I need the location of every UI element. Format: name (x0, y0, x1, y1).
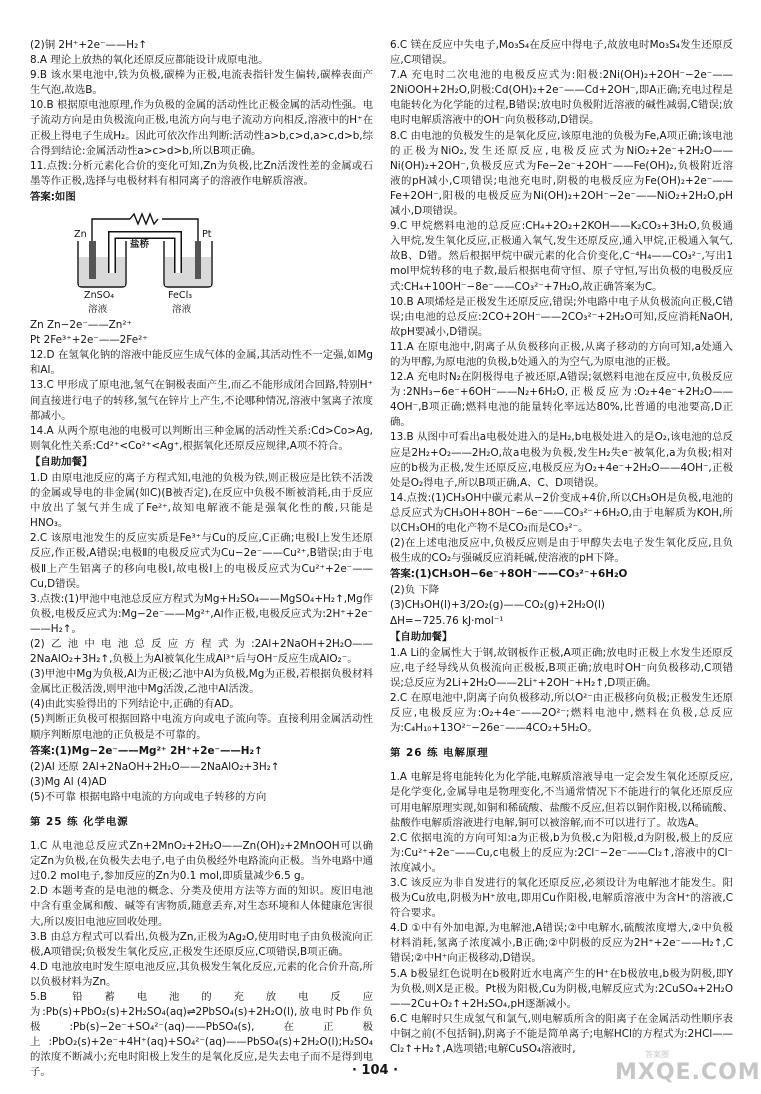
right-column (390, 38, 733, 1058)
text-line: (2)在上述电池反应中,负极反应则是由于甲醇失去电子发生氧化反应,且负极生成的CO₂与强碱反应消耗碱,使溶液的pH下降。 (390, 537, 733, 565)
text-line: 1.C 从电池总反应式Zn+2MnO₂+2H₂O——Zn(OH)₂+2MnOOH可以确定Zn为负极,在负极失去电子,电子由负极经外电路流向正极。当外电路中通过0.2 mol电子,参加反应的Zn为0.1 mol,即质量减少6.5 g。 (30, 840, 373, 883)
left-caption: 溶液 (88, 304, 108, 316)
text-line: (5)判断正负极可根据回路中电流方向或电子流向等。直接利用金属活动性顺序判断原电池的正负极是不可靠的。 (30, 713, 373, 741)
text-line: 12.D 在氢氧化钠的溶液中能反应生成气体的金属,其活动性不一定强,如Mg和Al。 (30, 349, 373, 377)
text-line: 2.C 在原电池中,阴离子向负极移动,所以O²⁻由正极移向负极;正极发生还原反应,电极反应为:O₂+4e⁻——2O²⁻;燃料电池中,燃料在负极,总反应为:C₄H₁₀+13O²⁻−26e⁻——4CO₂+5H₂O。 (390, 692, 733, 735)
text-line: (5)不可靠 根据电路中电流的方向或电子转移的方向 (30, 790, 267, 803)
text-line: Zn Zn−2e⁻——Zn²⁺ (30, 319, 133, 332)
text-line: 3.C 该反应为非自发进行的氧化还原反应,必须设计为电解池才能发生。阳极为Cu放电,阴极为H⁺放电,即用Cu作阳极,电解质溶液中为含H⁺的溶液,C符合要求。 (390, 876, 733, 920)
text-line: 1.D 由原电池反应的离子方程式知,电池的负极为铁,则正极应是比铁不活泼的金属或导电的非金属(如C)(B被否定),在反应中负极不断被消耗,由于反应中放出了氢气并生成了Fe²⁺,故知电解液不能是强氧化性的酸,只能是HNO₃。 (30, 471, 373, 530)
right-electrode-label: Pt (202, 229, 212, 241)
text-line: 6.C 电解时只生成氢气和氯气,则电解质所含的阳离子在金属活动性顺序表中铜之前(不包括铜),阴离子不能是简单离子;电解HCl的方程式为:2HCl——Cl₂↑+H₂↑,A选项错;电解CuSO₄溶液时, (390, 1012, 733, 1055)
text-line: 13.B 从图中可看出a电极处进入的是H₂,b电极处进入的是O₂,该电池的总反应是2H₂+O₂——2H₂O,故a电极为负极,发生H₂失e⁻被氧化,a为负极;相对应的b极为正极,发生还原反应,电极反应为O₂+4e⁻+2H₂O——4OH⁻,正极处是O₂得电子,所以B项正确,A、C、D项错误。 (390, 431, 733, 489)
text-line: 11.点拨:分析元素化合价的变化可知,Zn为负极,比Zn活泼性差的金属或石墨等作正极,选择与电极材料有相同离子的溶液作电解质溶液。 (30, 159, 373, 187)
resistor-icon (130, 214, 158, 224)
text-line: 答案:如图 (30, 190, 76, 203)
right-solution-label: FeCl₃ (168, 290, 193, 302)
text-line: (3)Mg Al (4)AD (30, 775, 107, 788)
text-line: 10.B A项烯烃是正极发生还原反应,错误;外电路中电子从负极流向正极,C错误;由电池的总反应:2CO+2OH⁻——2CO₃²⁻+2H₂O可知,反应消耗NaOH,故pH要减小,D错误。 (390, 295, 733, 338)
right-lines-a (390, 38, 733, 736)
text-line: (2)负 下降 (390, 584, 440, 597)
left-electrolyte (79, 257, 125, 286)
text-line: 14.A 从两个原电池的电极可以判断出三种金属的活动性关系:Cd>Co>Ag,则氧化性关系:Cd²⁺<Co²⁺<Ag⁺,根据氧化还原反应规律,A项不符合。 (30, 424, 373, 452)
text-line: 13.C 甲形成了原电池,氢气在铜极表面产生,而乙不能形成闭合回路,特别H⁺间直接进行电子的转移,氢气在锌片上产生,不论哪种情况,溶液中氢离子浓度都减小。 (30, 379, 373, 422)
section-title-25: 第 25 练 化学电源 (30, 816, 129, 829)
text-line: (2)Al 还原 2Al+2NaOH+2H₂O——2NaAlO₂+3H₂↑ (30, 760, 280, 773)
text-line: 8.C 由电池的负极发生的是氧化反应,该原电池的负极为Fe,A项正确;该电池的正极为NiO₂,发生还原反应,电极反应式为NiO₂+2e⁻+2H₂O——Ni(OH)₂+2OH⁻,负极反应式为Fe−2e⁻+2OH⁻——Fe(OH)₂,负极附近溶液的pH减小,C项错误;电池充电时,阴极的电极反应为Fe(OH)₂+2e⁻——Fe+2OH⁻,阳极的电极反应为Ni(OH)₂+2OH⁻−2e⁻——NiO₂+2H₂O,pH减小,D项错误。 (390, 129, 733, 218)
text-line: 答案:(1)Mg−2e⁻——Mg²⁺ 2H⁺+2e⁻——H₂↑ (30, 744, 263, 757)
watermark-site-text: 答案圈 (645, 1050, 669, 1059)
left-solution-label: ZnSO₄ (84, 290, 115, 302)
pt-electrode (195, 241, 201, 279)
text-line: 答案:(1)CH₃OH−6e⁻+8OH⁻——CO₃²⁻+6H₂O (390, 568, 628, 581)
text-line: 7.A 充电时二次电池的电极反应式为:阳极:2Ni(OH)₂+2OH⁻−2e⁻——2NiOOH+2H₂O,阴极:Cd(OH)₂+2e⁻——Cd+2OH⁻,即A正确;充电过程是电能转化为化学能的过程,B错误;放电时负极附近溶液的碱性减弱,C错误;放电时电解质溶液中的OH⁻向负极移动,D错误。 (390, 69, 733, 127)
text-line: 2.D 本题考查的是电池的概念、分类及使用方法等方面的知识。废旧电池中含有重金属和酸、碱等有害物质,随意丢弃,对生态环境和人体健康危害很大,所以废旧电池应回收处理。 (30, 885, 373, 928)
text-line: (4)由此实验得出的下列结论中,正确的有AD。 (30, 698, 240, 711)
text-line: 5.A b极显红色说明在b极附近水电离产生的H⁺在b极放电,b极为阴极,即Y为负极,则X是正极。Pt极为阳极,Cu为阴极,电解反应式为:2CuSO₄+2H₂O——2Cu+O₂↑+2H₂SO₄,pH逐渐减小。 (390, 967, 733, 1010)
text-line: 12.A 充电时N₂在阴极得电子被还原,A错误;氨燃料电池在反应中,负极反应为:2NH₃−6e⁻+6OH⁻——N₂+6H₂O,正极反应为:O₂+4e⁻+2H₂O——4OH⁻,B项正确;燃料电池的能量转化率远达80%,比普通的电池要高,D正确。 (390, 371, 733, 429)
text-line: 【自助加餐】 (30, 455, 93, 468)
text-line: 4.D ①中有外加电源,为电解池,A错误;②中电解水,硫酸浓度增大,②中负极材料消耗,氢离子浓度减小,B正确;②中阴极的反应为2H⁺+2e⁻——H₂↑,C错误;②中H⁺向正极移动,D错误。 (390, 922, 733, 965)
right-lines-b (390, 770, 733, 1057)
text-line: (3)CH₃OH(l)+3/2O₂(g)——CO₂(g)+2H₂O(l) (390, 599, 605, 612)
text-line: (3)甲池中Mg为负极,Al为正极;乙池中Al为负极,Mg为正极,若根据负极材料金属比正极活泼,则甲池中Mg活泼,乙池中Al活泼。 (30, 668, 373, 696)
text-line: 2.C 该原电池发生的反应实质是Fe³⁺与Cu的反应,C正确;电极Ⅰ上发生还原反应,作正极,A错误;电极Ⅱ的电极反应式为Cu−2e⁻——Cu²⁺,B错误;由于电极Ⅱ上产生铝离子的移向电极Ⅰ,故电极Ⅰ上的电极反应式为Cu²⁺+2e⁻——Cu,D错误。 (30, 532, 373, 590)
left-lines-b (30, 318, 373, 805)
left-lines-c (30, 839, 373, 1081)
text-line: 10.B 根据原电池原理,作为负极的金属的活动性比正极金属的活动性强。电子流动方向是由负极流向正极,电流方向与电子流动方向相反,溶液中的H⁺在正极上得电子生成H₂。因此可依次作出判断:活动性a>b,c>d,a>c,d>b,综合得到结论:金属活动性a>c>d>b,所以B项正确。 (30, 99, 373, 157)
right-electrolyte (165, 257, 211, 286)
watermark-logo: MXQE.COM (615, 1060, 761, 1085)
text-line: 6.C 镁在反应中失电子,Mo₃S₄在反应中得电子,故放电时Mo₃S₄发生还原反应,C项错误。 (390, 39, 733, 67)
text-line: 4.D 电池放电时发生原电池反应,其负极发生氧化反应,元素的化合价升高,所以负极材料为Zn。 (30, 960, 373, 988)
right-caption: 溶液 (172, 304, 192, 316)
section-title-26: 第 26 练 电解原理 (390, 747, 489, 760)
page-number: · 104 · (351, 1063, 399, 1078)
diagram-caption-row (70, 304, 220, 316)
left-lines-a (30, 38, 373, 205)
text-line: 3.B 由总方程式可以看出,负极为Zn,正极为Ag₂O,使用时电子由负极流向正极,A项错误;负极发生氧化反应,正极发生还原反应,C项错误,B项正确。 (30, 930, 373, 958)
text-line: ΔH=−725.76 kJ·mol⁻¹ (390, 614, 504, 627)
text-line: 9.C 甲烷燃料电池的总反应:CH₄+2O₂+2KOH——K₂CO₃+3H₂O,负极通入甲烷,发生氧化反应,正极通入氧气,发生还原反应,通入甲烷,正极通入氧气,故B、D错。然后根据甲烷中碳元素的化合价变化,C⁻⁴H₄——CO₃²⁻,写出1 mol甲烷转移的电子数,最后根据电荷守恒、原子守恒,写出负极的电极反应式:CH₄+10OH⁻−8e⁻——CO₃²⁻+7H₂O,故正确答案为C。 (390, 220, 733, 293)
text-line: 1.A Li的金属性大于钢,故钢板作正极,A项正确;放电时正极上水发生还原反应,电子经导线从负极流向正极板,B项正确;放电时OH⁻向负极移动,C项错误;总反应为2Li+2H₂O——2Li⁺+2OH⁻+H₂↑,D项正确。 (390, 646, 733, 689)
text-line: 11.A 在原电池中,阴离子从负极移向正极,从离子移动的方向可知,a处通入的为甲醇,为原电池的负极,b处通入的为空气,为原电池的正极。 (390, 340, 733, 368)
text-line: 1.A 电解是将电能转化为化学能,电解质溶液导电一定会发生氧化还原反应,是化学变化,金属导电是物理变化,不当通常情况下不能进行的氧化还原反应可用电解原理实现,如铜和稀硫酸、盐酸不反应,但若以铜作阳极,以稀硫酸、盐酸作电解质溶液进行电解,铜可以被溶解,而不可以进行了。故选A。 (390, 771, 733, 829)
text-line: 5.B 铅蓄电池的充放电反应为:Pb(s)+PbO₂(s)+2H₂SO₄(aq)⇌2PbSO₄(s)+2H₂O(l),放电时Pb作负极:Pb(s)−2e⁻+SO₄²⁻(aq)——PbSO₄(s),在正极上:PbO₂(s)+2e⁻+4H⁺(aq)+SO₄²⁻(aq)——PbSO₄(s)+2H₂O(l);H₂SO₄的浓度不断减小;充电时阳极上发生的是氧化反应,是失去电子而不是得到电子。 (30, 990, 373, 1079)
text-line: 8.A 理论上放热的氧化还原反应都能设计成原电池。 (30, 54, 269, 67)
text-line: (2)铜 2H⁺+2e⁻——H₂↑ (30, 39, 147, 51)
zn-electrode (89, 241, 96, 279)
text-line: 14.点拨:(1)CH₃OH中碳元素从−2价变成+4价,所以CH₃OH是负极,电池的总反应式为CH₃OH+8OH⁻−6e⁻——CO₃²⁻+6H₂O,由于电解质为KOH,所以CH₃OH的电化产物不是CO₂而是CO₃²⁻。 (390, 491, 733, 534)
galvanic-cell-diagram (70, 211, 220, 306)
text-line: 9.B 该水果电池中,铁为负极,碳棒为正极,电流表指针发生偏转,碳棒表面产生气泡,故选B。 (30, 69, 373, 97)
salt-bridge-label: 盐桥 (130, 239, 150, 251)
left-electrode-label: Zn (74, 229, 87, 241)
text-line: Pt 2Fe³⁺+2e⁻——2Fe²⁺ (30, 334, 148, 347)
text-line: 2.C 依据电流的方向可知:a为正极,b为负极,c为阳极,d为阴极,极上的反应为:Cu²⁺+2e⁻——Cu,c电极上的反应为:2Cl⁻−2e⁻——Cl₂↑,溶液中的Cl⁻浓度减小。 (390, 831, 733, 874)
text-line: (2)乙池中电池总反应方程式为:2Al+2NaOH+2H₂O——2NaAlO₂+3H₂↑,负极上为Al被氧化生成Al³⁺后与OH⁻反应生成AlO₂⁻。 (30, 638, 373, 666)
text-line: 3.点拨:(1)甲池中电池总反应方程式为Mg+H₂SO₄——MgSO₄+H₂↑,Mg作负极,电极反应式为:Mg−2e⁻——Mg²⁺,Al作正极,电极反应式为:2H⁺+2e⁻——H₂↑。 (30, 592, 373, 635)
left-column (30, 38, 373, 1079)
text-line: 【自助加餐】 (390, 630, 453, 643)
